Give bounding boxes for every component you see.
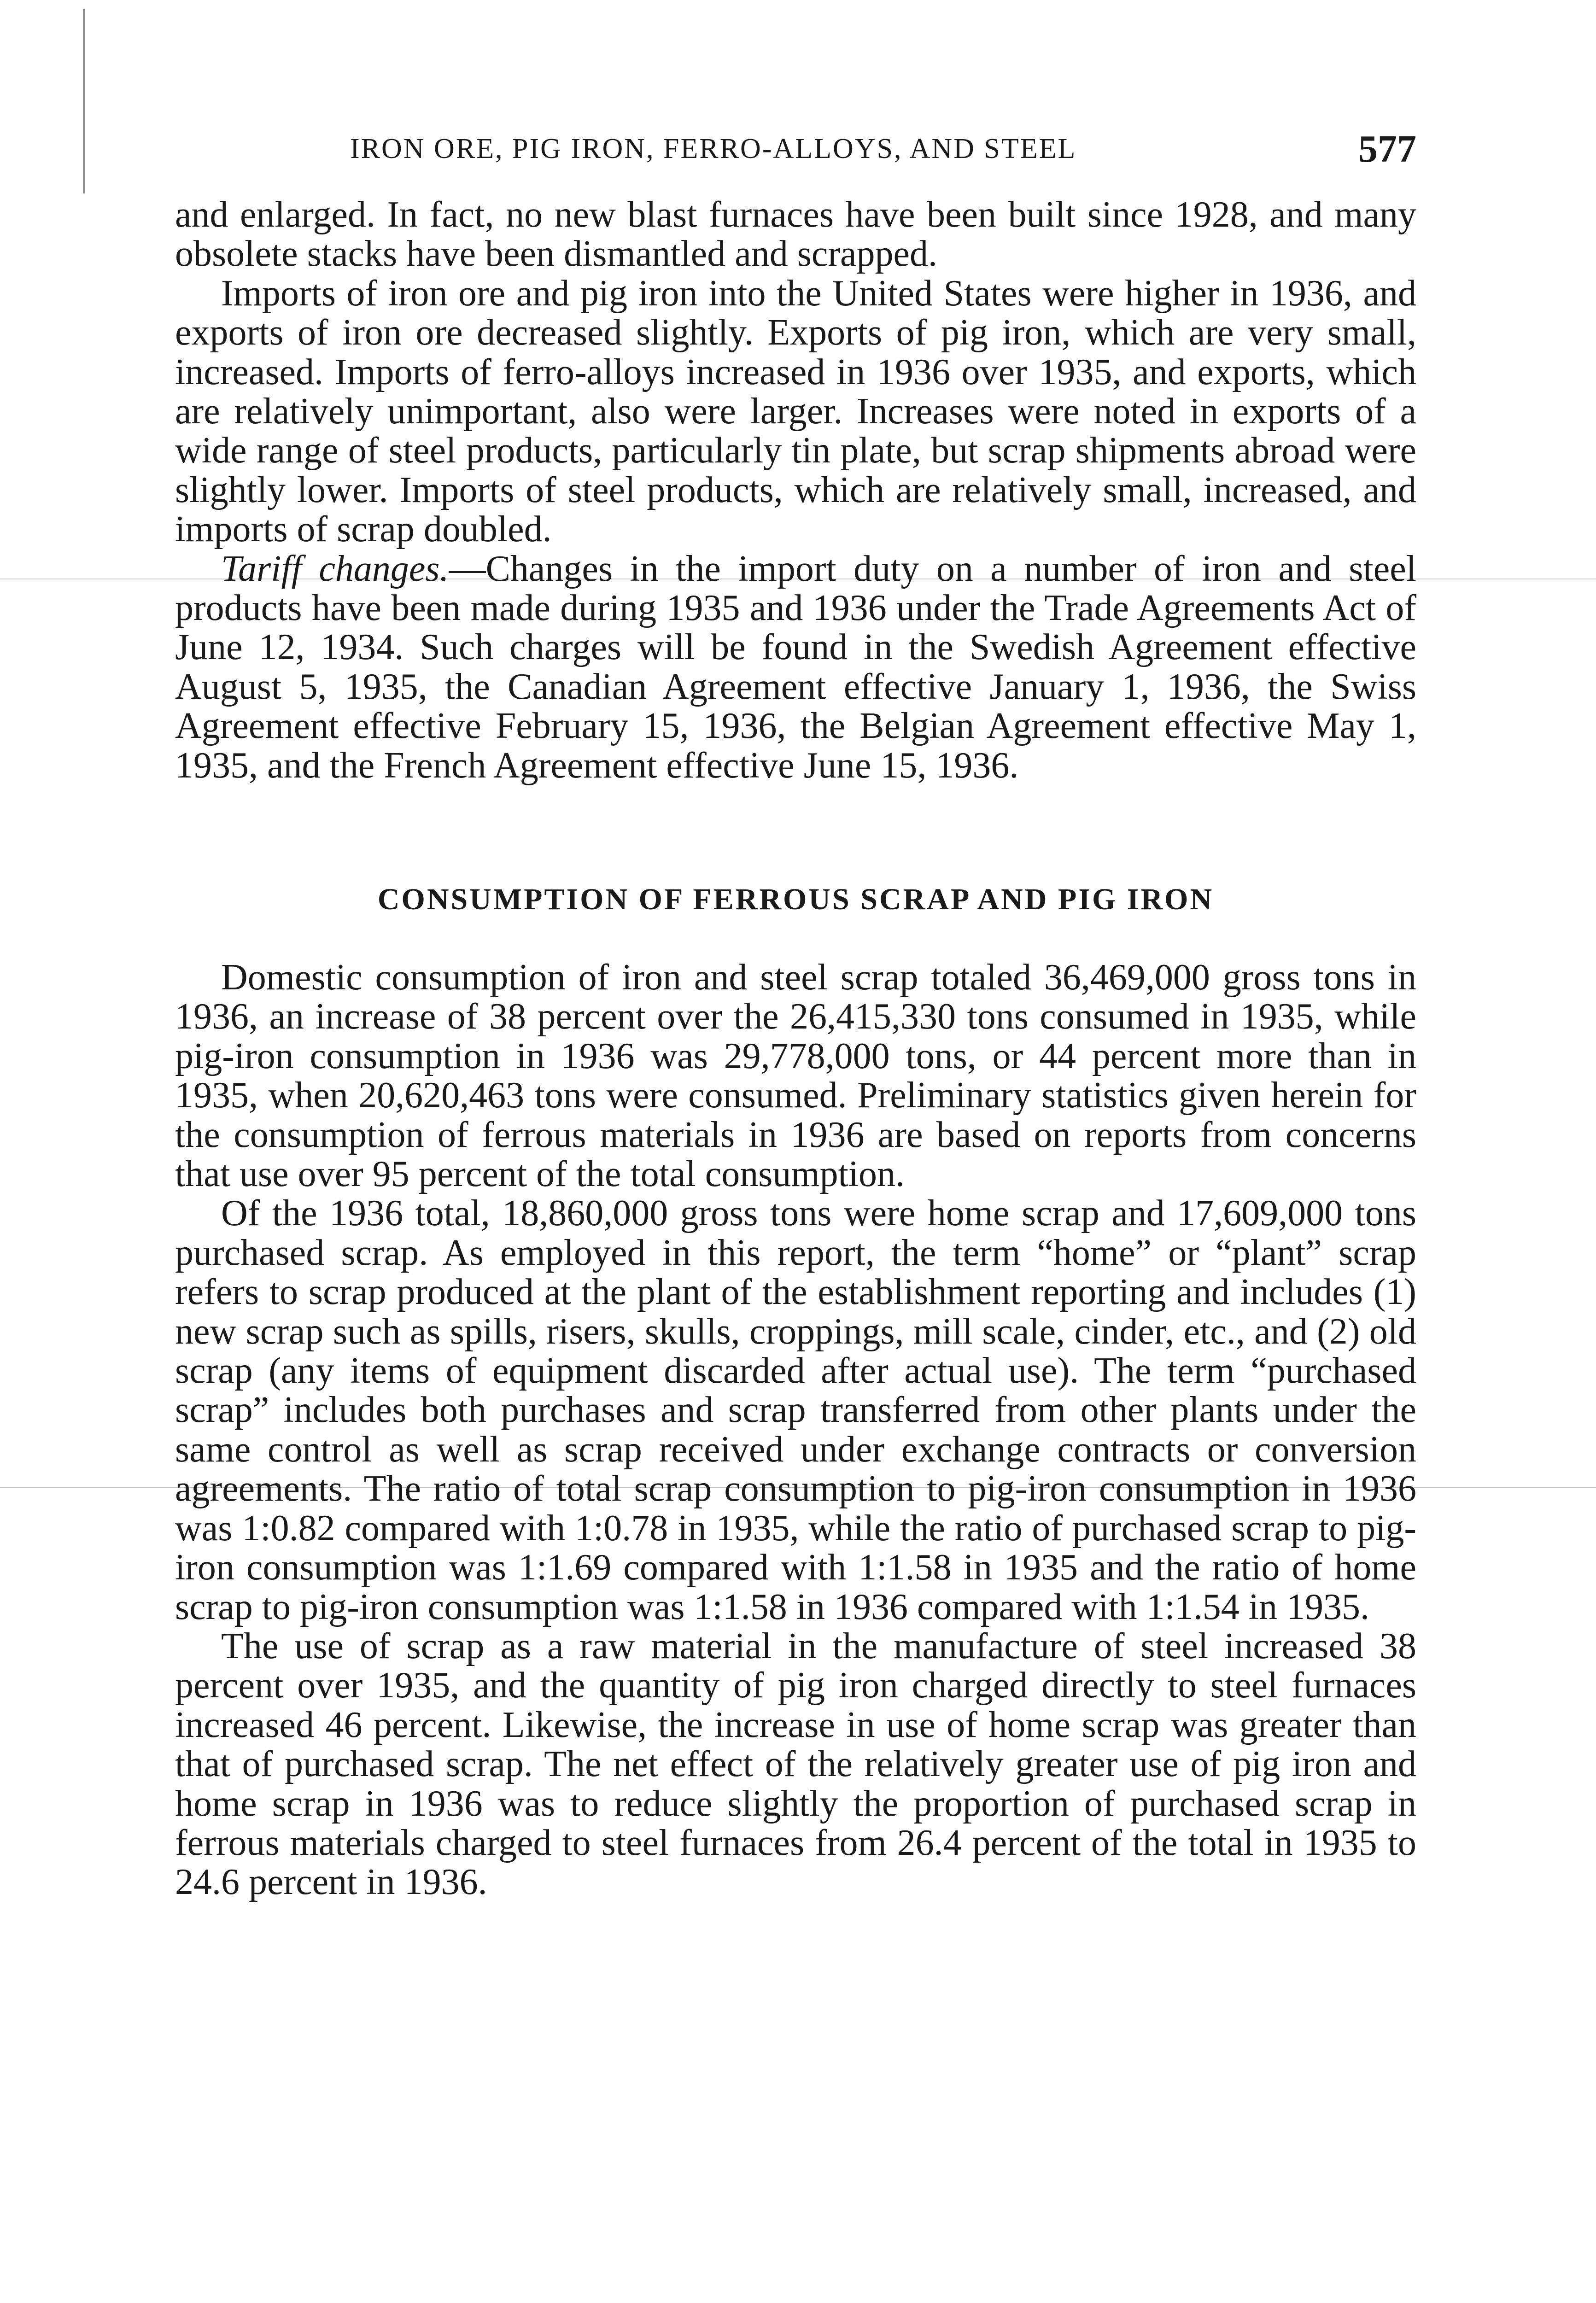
continuation-paragraph: and enlarged. In fact, no new blast furnaces have been built since 1928, and many obsolete stacks have been dismantled and scrapped. xyxy=(175,194,1416,275)
running-title: IRON ORE, PIG IRON, FERRO-ALLOYS, AND STEEL xyxy=(350,133,1077,164)
tariff-body: —Changes in the import duty on a number of iron and steel products have been made during 1935 and 1936 under the Trade Agreements Act of June 12, 1934. Such charges will be found in the Swedish Agreement effective August 5, 1935, the Canadian Agreement effective January 1, 1936, the Swiss Agreement effective February 15, 1936, the Belgian Agreement effective May 1, 1935, and the French Agreement effective June 15, 1936. xyxy=(175,548,1417,786)
section-heading: CONSUMPTION OF FERROUS SCRAP AND PIG IRON xyxy=(377,883,1214,916)
trade-paragraph: Imports of iron ore and pig iron into the United States were higher in 1936, and exports of iron ore decreased slightly. Exports of pig iron, which are very small, increased. Imports of ferro-alloys increased in 1936 over 1935, and exports, which are relatively unimportant, also were larger. Increases were noted in exports of a wide range of steel products, particularly tin plate, but scrap shipments abroad were slightly lower. Imports of steel products, which are relatively small, increased, and imports of scrap doubled. xyxy=(175,273,1416,550)
consumption-paragraph: Of the 1936 total, 18,860,000 gross tons were home scrap and 17,609,000 tons purchased scrap. As employed in this report, the term “home” or “plant” scrap refers to scrap produced at the plant of the establishment reporting and includes (1) new scrap such as spills, risers, skulls, croppings, mill scale, cinder, etc., and (2) old scrap (any items of equipment discarded after actual use). The term “purchased scrap” includes both purchases and scrap transferred from other plants under the same control as well as scrap received under exchange contracts or conversion agreements. The ratio of total scrap consumption to pig-iron consumption in 1936 was 1:0.82 compared with 1:0.78 in 1935, while the ratio of purchased scrap to pig-iron consumption was 1:1.69 compared with 1:1.58 in 1935 and the ratio of home scrap to pig-iron consumption was 1:1.58 in 1936 compared with 1:1.54 in 1935. xyxy=(175,1193,1416,1627)
running-header xyxy=(175,114,1416,183)
consumption-paragraph: Domestic consumption of iron and steel scrap totaled 36,469,000 gross tons in 1936, an increase of 38 percent over the 26,415,330 tons consumed in 1935, while pig-iron consumption in 1936 was 29,778,000 tons, or 44 percent more than in 1935, when 20,620,463 tons were consumed. Preliminary statistics given herein for the consumption of ferrous materials in 1936 are based on reports from concerns that use over 95 percent of the total consumption. xyxy=(175,957,1416,1195)
page-number: 577 xyxy=(1358,127,1416,170)
scan-edge-mark xyxy=(83,9,85,193)
tariff-lead: Tariff changes. xyxy=(221,548,449,589)
intro-text-block xyxy=(175,195,1416,785)
tariff-paragraph xyxy=(175,549,1416,785)
consumption-paragraph: The use of scrap as a raw material in the manufacture of steel increased 38 percent over 1935, and the quantity of pig iron charged directly to steel furnaces increased 46 percent. Likewise, the increase in use of home scrap was greater than that of purchased scrap. The net effect of the relatively greater use of pig iron and home scrap in 1936 was to reduce slightly the proportion of purchased scrap in ferrous materials charged to steel furnaces from 26.4 percent of the total in 1935 to 24.6 percent in 1936. xyxy=(175,1625,1416,1903)
consumption-text-block xyxy=(175,958,1416,1902)
